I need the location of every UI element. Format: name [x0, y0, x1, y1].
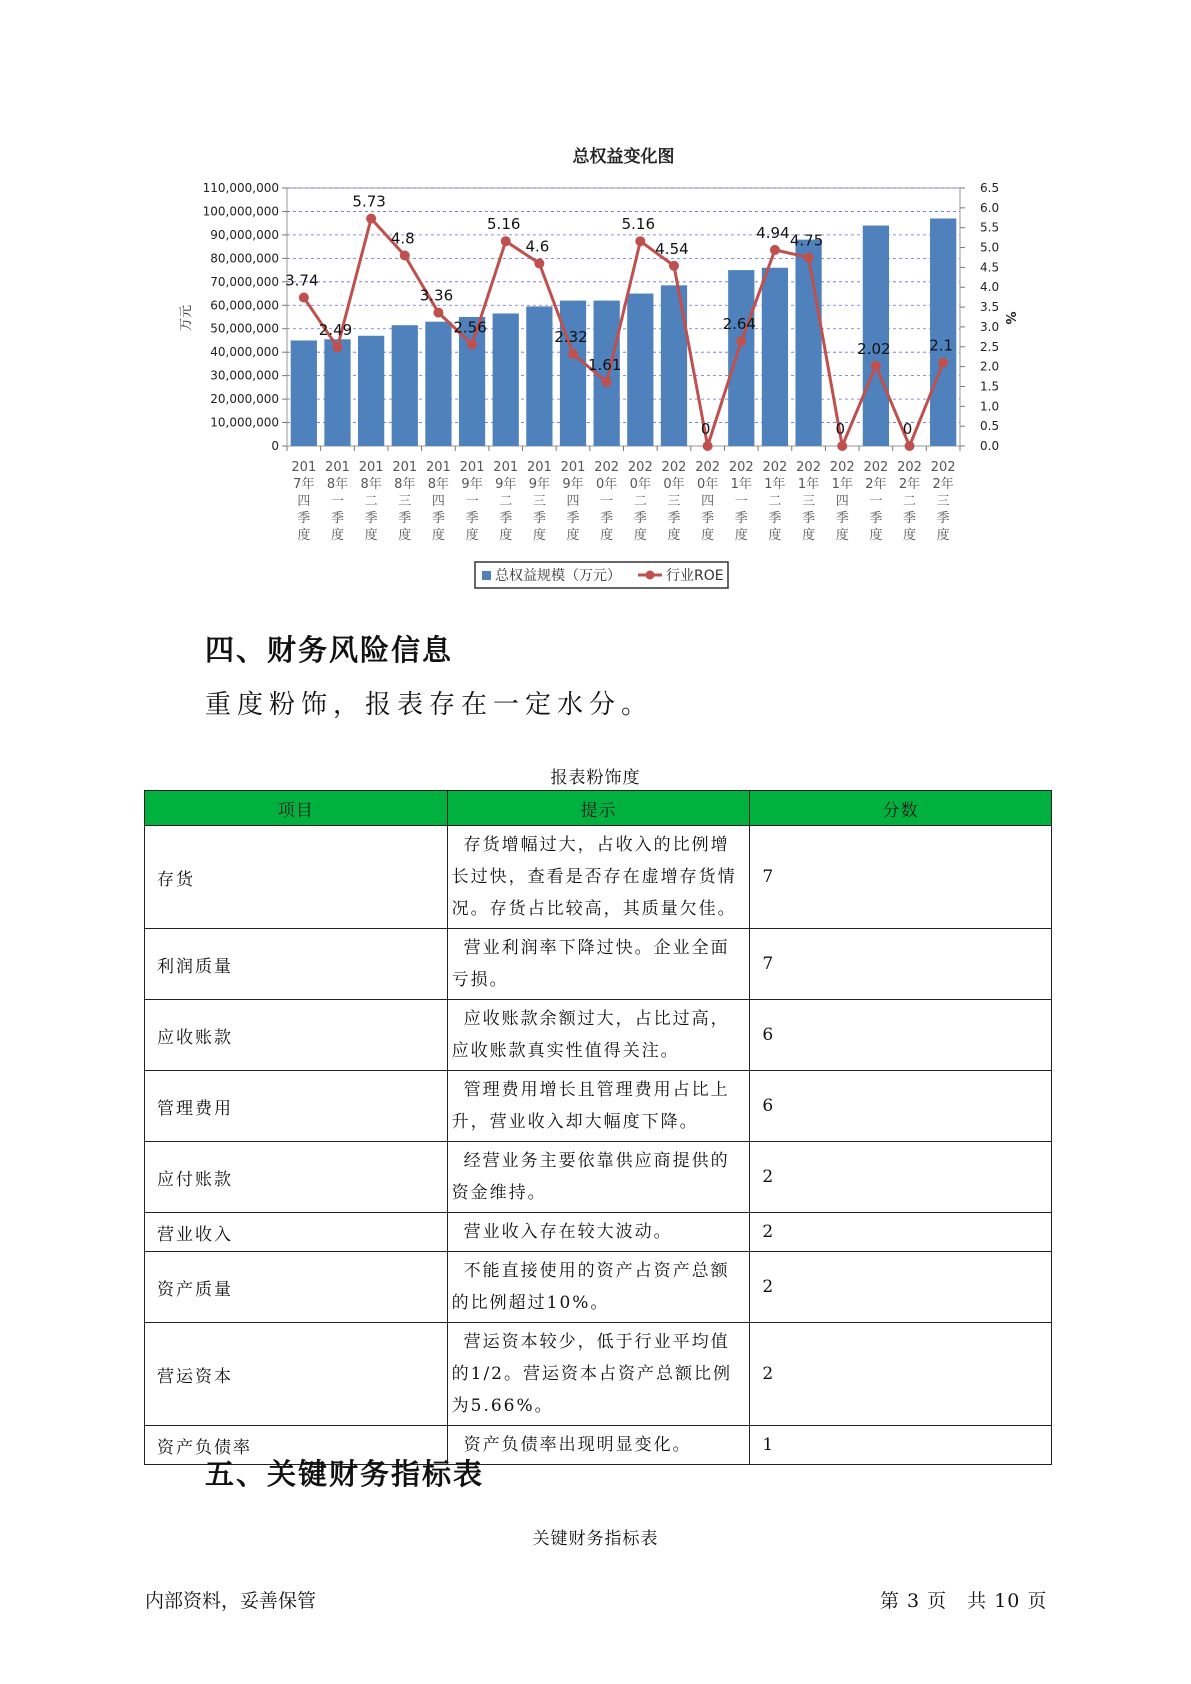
y-right-tick-label: 0.0: [980, 439, 1000, 453]
table-row: [145, 826, 1052, 929]
roe-data-label: 0: [700, 420, 711, 438]
x-tick-label: 季: [499, 511, 513, 526]
bar: [560, 301, 586, 446]
x-tick-label: 季: [398, 511, 412, 526]
x-tick-label: 季: [903, 511, 917, 526]
row-item: 管理费用: [145, 1071, 448, 1142]
roe-point: [332, 342, 342, 352]
x-tick-label: 四: [701, 494, 715, 509]
roe-point: [635, 236, 645, 246]
y-right-tick-label: 3.5: [980, 300, 1000, 315]
roe-data-label: 2.32: [554, 327, 588, 346]
roe-point: [534, 258, 544, 268]
chart-title: 总权益变化图: [572, 147, 675, 167]
y-left-tick-label: 90,000,000: [210, 227, 279, 242]
x-tick-label: 季: [330, 511, 344, 526]
footer-page-number: 第 3 页 共 10 页: [880, 1590, 1048, 1612]
roe-data-label: 3.74: [285, 271, 319, 290]
x-tick-label: 201: [459, 460, 485, 475]
y-right-tick-label: 2.0: [980, 359, 1000, 374]
bar: [425, 322, 451, 446]
legend-line-label: 行业ROE: [666, 568, 724, 584]
x-tick-label: 度: [701, 528, 715, 543]
x-tick-label: 202: [627, 460, 653, 475]
x-tick-label: 202: [728, 460, 754, 475]
x-tick-label: 二: [768, 494, 782, 509]
roe-data-label: 4.54: [655, 239, 689, 258]
row-hint: 管理费用增长且管理费用占比上升，营业收入却大幅度下降。: [447, 1071, 750, 1142]
row-item: 利润质量: [145, 929, 448, 1000]
row-score: 2: [750, 1213, 1052, 1252]
y-left-tick-label: 40,000,000: [210, 345, 279, 360]
roe-data-label: 1.61: [587, 356, 622, 375]
bar: [526, 306, 552, 446]
x-tick-label: 9年: [461, 477, 483, 492]
x-tick-label: 三: [532, 494, 546, 509]
y-left-tick-label: 10,000,000: [210, 415, 279, 430]
bar: [863, 226, 889, 446]
x-tick-label: 三: [802, 494, 816, 509]
x-tick-label: 度: [802, 528, 816, 543]
x-tick-label: 201: [392, 460, 418, 475]
x-tick-label: 201: [325, 460, 350, 475]
x-tick-label: 度: [633, 528, 647, 543]
x-tick-label: 四: [566, 494, 580, 509]
x-tick-label: 度: [330, 528, 344, 543]
risk-table-header-row: [145, 791, 1052, 826]
roe-data-label: 2.49: [318, 321, 353, 340]
roe-data-label: 0: [835, 420, 845, 438]
x-tick-label: 四: [431, 494, 445, 509]
x-tick-label: 度: [431, 528, 445, 543]
risk-section-heading: 四、财务风险信息: [205, 633, 454, 667]
x-tick-label: 9年: [562, 477, 584, 492]
x-tick-label: 度: [835, 528, 849, 543]
key-indicators-caption: 关键财务指标表: [532, 1529, 659, 1549]
x-tick-label: 度: [734, 528, 748, 543]
y-right-tick-label: 4.5: [980, 260, 1000, 275]
x-tick-label: 季: [869, 511, 883, 526]
x-tick-label: 季: [532, 511, 546, 526]
x-tick-label: 季: [835, 511, 849, 526]
y-right-tick-label: 4.0: [980, 280, 1000, 295]
x-tick-label: 202: [796, 460, 821, 475]
key-indicators-heading: 五、关键财务指标表: [205, 1457, 485, 1491]
y-right-axis-label: %: [1002, 311, 1017, 325]
x-tick-label: 度: [768, 528, 782, 543]
x-tick-label: 季: [297, 511, 311, 526]
x-tick-label: 季: [364, 511, 378, 526]
x-tick-label: 二: [903, 494, 917, 509]
x-tick-label: 202: [897, 460, 922, 475]
roe-point: [568, 349, 578, 359]
bar: [493, 313, 519, 446]
y-left-tick-label: 110,000,000: [202, 181, 279, 195]
x-tick-label: 度: [667, 528, 681, 543]
table-row: [145, 929, 1052, 1000]
x-tick-label: 一: [734, 494, 748, 509]
x-tick-label: 季: [667, 511, 681, 526]
x-tick-label: 三: [936, 494, 950, 509]
y-right-tick-label: 5.0: [980, 240, 1000, 255]
x-tick-label: 1年: [730, 477, 752, 492]
bar: [324, 339, 350, 446]
row-hint: 存货增幅过大，占收入的比例增长过快，查看是否存在虚增存货情况。存货占比较高，其质量欠佳。: [447, 826, 750, 929]
x-tick-label: 度: [364, 528, 378, 543]
x-tick-label: 季: [701, 511, 715, 526]
row-score: 1: [750, 1426, 1052, 1465]
table-row: [145, 1252, 1052, 1323]
y-left-tick-label: 20,000,000: [210, 392, 279, 407]
row-score: 2: [750, 1252, 1052, 1323]
bar: [728, 270, 754, 446]
x-tick-label: 201: [560, 460, 586, 475]
x-tick-label: 度: [903, 528, 917, 543]
roe-data-label: 5.73: [352, 192, 386, 211]
y-left-axis-label: 万元: [179, 304, 194, 332]
y-right-tick-label: 3.0: [980, 319, 1000, 334]
y-left-tick-label: 30,000,000: [210, 368, 279, 383]
row-score: 2: [750, 1323, 1052, 1426]
x-tick-label: 202: [863, 460, 889, 475]
table-row: [145, 1000, 1052, 1071]
roe-point: [602, 377, 612, 387]
y-right-tick-label: 0.5: [980, 419, 1000, 434]
x-tick-label: 201: [493, 460, 519, 475]
x-tick-label: 一: [465, 494, 479, 509]
x-tick-label: 201: [526, 460, 552, 475]
roe-data-label: 2.02: [857, 339, 891, 358]
roe-point: [938, 358, 948, 368]
bar: [795, 240, 821, 446]
x-tick-label: 202: [695, 460, 721, 475]
bar: [291, 340, 317, 446]
x-tick-label: 202: [829, 460, 855, 475]
row-score: 2: [750, 1142, 1052, 1213]
y-left-tick-label: 50,000,000: [210, 321, 279, 336]
risk-table-caption: 报表粉饰度: [550, 768, 641, 788]
y-right-tick-label: 5.5: [980, 220, 1000, 235]
row-item: 存货: [145, 826, 448, 929]
bar: [358, 336, 384, 446]
x-tick-label: 度: [465, 528, 479, 543]
row-hint: 营业利润率下降过快。企业全面亏损。: [447, 929, 750, 1000]
x-tick-label: 201: [358, 460, 384, 475]
x-tick-label: 度: [600, 528, 614, 543]
y-left-tick-label: 0: [271, 439, 279, 453]
x-tick-label: 一: [600, 494, 614, 509]
roe-point: [770, 245, 780, 255]
row-score: 7: [750, 826, 1052, 929]
y-right-tick-label: 1.5: [980, 379, 1000, 394]
row-item: 资产质量: [145, 1252, 448, 1323]
x-tick-label: 四: [297, 494, 311, 509]
y-left-tick-label: 70,000,000: [210, 274, 279, 289]
legend-line-marker: [646, 571, 655, 580]
y-left-tick-label: 80,000,000: [210, 251, 279, 266]
roe-data-label: 4.75: [789, 231, 824, 250]
x-tick-label: 四: [835, 494, 849, 509]
x-tick-label: 1年: [831, 477, 853, 492]
x-tick-label: 季: [734, 511, 748, 526]
x-tick-label: 9年: [495, 477, 517, 492]
x-tick-label: 7年: [293, 477, 315, 492]
x-tick-label: 8年: [360, 477, 382, 492]
x-tick-label: 度: [532, 528, 546, 543]
x-tick-label: 一: [330, 494, 344, 509]
row-score: 7: [750, 929, 1052, 1000]
x-tick-label: 度: [566, 528, 580, 543]
roe-point: [837, 441, 847, 451]
header-hint: 提示: [447, 791, 750, 826]
roe-point: [433, 308, 443, 318]
roe-data-label: 0: [902, 420, 913, 438]
roe-data-label: 4.6: [525, 237, 550, 256]
row-score: 6: [750, 1071, 1052, 1142]
y-right-tick-label: 6.5: [980, 181, 1000, 195]
legend-bar-swatch: [482, 571, 491, 580]
row-hint: 营运资本较少，低于行业平均值的1/2。营运资本占资产总额比例为5.66%。: [447, 1323, 750, 1426]
x-tick-label: 8年: [326, 477, 349, 492]
x-tick-label: 2年: [932, 477, 954, 492]
x-tick-label: 度: [398, 528, 412, 543]
x-tick-label: 三: [667, 494, 681, 509]
row-hint: 资产负债率出现明显变化。: [447, 1426, 750, 1465]
equity-chart-svg: [0, 0, 1191, 600]
header-item: 项目: [145, 791, 448, 826]
x-tick-label: 8年: [394, 477, 416, 492]
roe-point: [736, 336, 746, 346]
x-tick-label: 0年: [663, 477, 685, 492]
roe-data-label: 5.16: [487, 215, 521, 234]
x-tick-label: 0年: [629, 477, 651, 492]
x-tick-label: 8年: [427, 477, 450, 492]
x-tick-label: 1年: [797, 477, 820, 492]
x-tick-label: 季: [566, 511, 580, 526]
x-tick-label: 季: [600, 511, 614, 526]
row-hint: 经营业务主要依靠供应商提供的资金维持。: [447, 1142, 750, 1213]
x-tick-label: 202: [930, 460, 956, 475]
y-right-tick-label: 2.5: [980, 339, 1000, 354]
x-tick-label: 201: [291, 460, 317, 475]
y-right-tick-label: 1.0: [980, 399, 1000, 414]
legend-bar-label: 总权益规模（万元）: [495, 568, 621, 584]
x-tick-label: 季: [633, 511, 647, 526]
roe-point: [467, 339, 477, 349]
row-hint: 不能直接使用的资产占资产总额的比例超过10%。: [447, 1252, 750, 1323]
roe-point: [366, 214, 376, 224]
x-tick-label: 度: [936, 528, 950, 543]
roe-point: [299, 293, 309, 303]
x-tick-label: 度: [297, 528, 311, 543]
x-tick-label: 202: [762, 460, 788, 475]
roe-data-label: 3.36: [419, 286, 454, 305]
roe-data-label: 2.56: [453, 318, 487, 337]
x-tick-label: 2年: [865, 477, 887, 492]
table-row: [145, 1071, 1052, 1142]
x-tick-label: 二: [633, 494, 647, 509]
y-right-tick-label: 6.0: [980, 200, 1000, 215]
roe-point: [501, 236, 511, 246]
x-tick-label: 0年: [696, 477, 719, 492]
table-row: [145, 1323, 1052, 1426]
row-item: 营运资本: [145, 1323, 448, 1426]
x-tick-label: 一: [869, 494, 883, 509]
roe-data-label: 2.1: [929, 336, 954, 355]
x-tick-label: 季: [802, 511, 816, 526]
y-left-tick-label: 60,000,000: [210, 298, 279, 313]
bar: [627, 294, 653, 446]
x-tick-label: 二: [499, 494, 513, 509]
roe-data-label: 2.64: [722, 315, 756, 334]
bar: [930, 218, 956, 446]
table-row: [145, 1142, 1052, 1213]
roe-point: [400, 250, 410, 260]
x-tick-label: 季: [936, 511, 950, 526]
table-row: [145, 1213, 1052, 1252]
row-item: 应付账款: [145, 1142, 448, 1213]
roe-data-label: 5.16: [621, 215, 656, 234]
x-tick-label: 201: [426, 460, 451, 475]
x-tick-label: 2年: [898, 477, 921, 492]
header-score: 分数: [750, 791, 1052, 826]
equity-chart: [0, 0, 1191, 600]
roe-point: [804, 252, 814, 262]
y-left-tick-label: 100,000,000: [202, 204, 279, 219]
roe-data-label: 4.8: [390, 229, 415, 248]
x-tick-label: 季: [768, 511, 782, 526]
row-item: 营业收入: [145, 1213, 448, 1252]
x-tick-label: 0年: [596, 477, 618, 492]
x-tick-label: 202: [661, 460, 687, 475]
x-tick-label: 二: [364, 494, 378, 509]
row-score: 6: [750, 1000, 1052, 1071]
row-item: 应收账款: [145, 1000, 448, 1071]
x-tick-label: 202: [594, 460, 620, 475]
x-tick-label: 三: [398, 494, 412, 509]
roe-point: [905, 441, 915, 451]
roe-data-label: 4.94: [756, 223, 790, 242]
row-item: 资产负债率: [145, 1426, 448, 1465]
row-hint: 应收账款余额过大，占比过高，应收账款真实性值得关注。: [447, 1000, 750, 1071]
x-tick-label: 1年: [764, 477, 786, 492]
bar: [762, 268, 788, 446]
row-hint: 营业收入存在较大波动。: [447, 1213, 750, 1252]
x-tick-label: 度: [869, 528, 883, 543]
x-tick-label: 9年: [528, 477, 551, 492]
x-tick-label: 季: [465, 511, 479, 526]
roe-point: [669, 261, 679, 271]
bar: [392, 325, 418, 446]
x-tick-label: 季: [431, 511, 445, 526]
x-tick-label: 度: [499, 528, 513, 543]
footer-confidential: 内部资料，妥善保管: [145, 1590, 317, 1612]
roe-point: [703, 441, 713, 451]
risk-table: [144, 790, 1052, 1465]
roe-point: [871, 361, 881, 371]
risk-summary-text: 重度粉饰，报表存在一定水分。: [205, 690, 654, 720]
